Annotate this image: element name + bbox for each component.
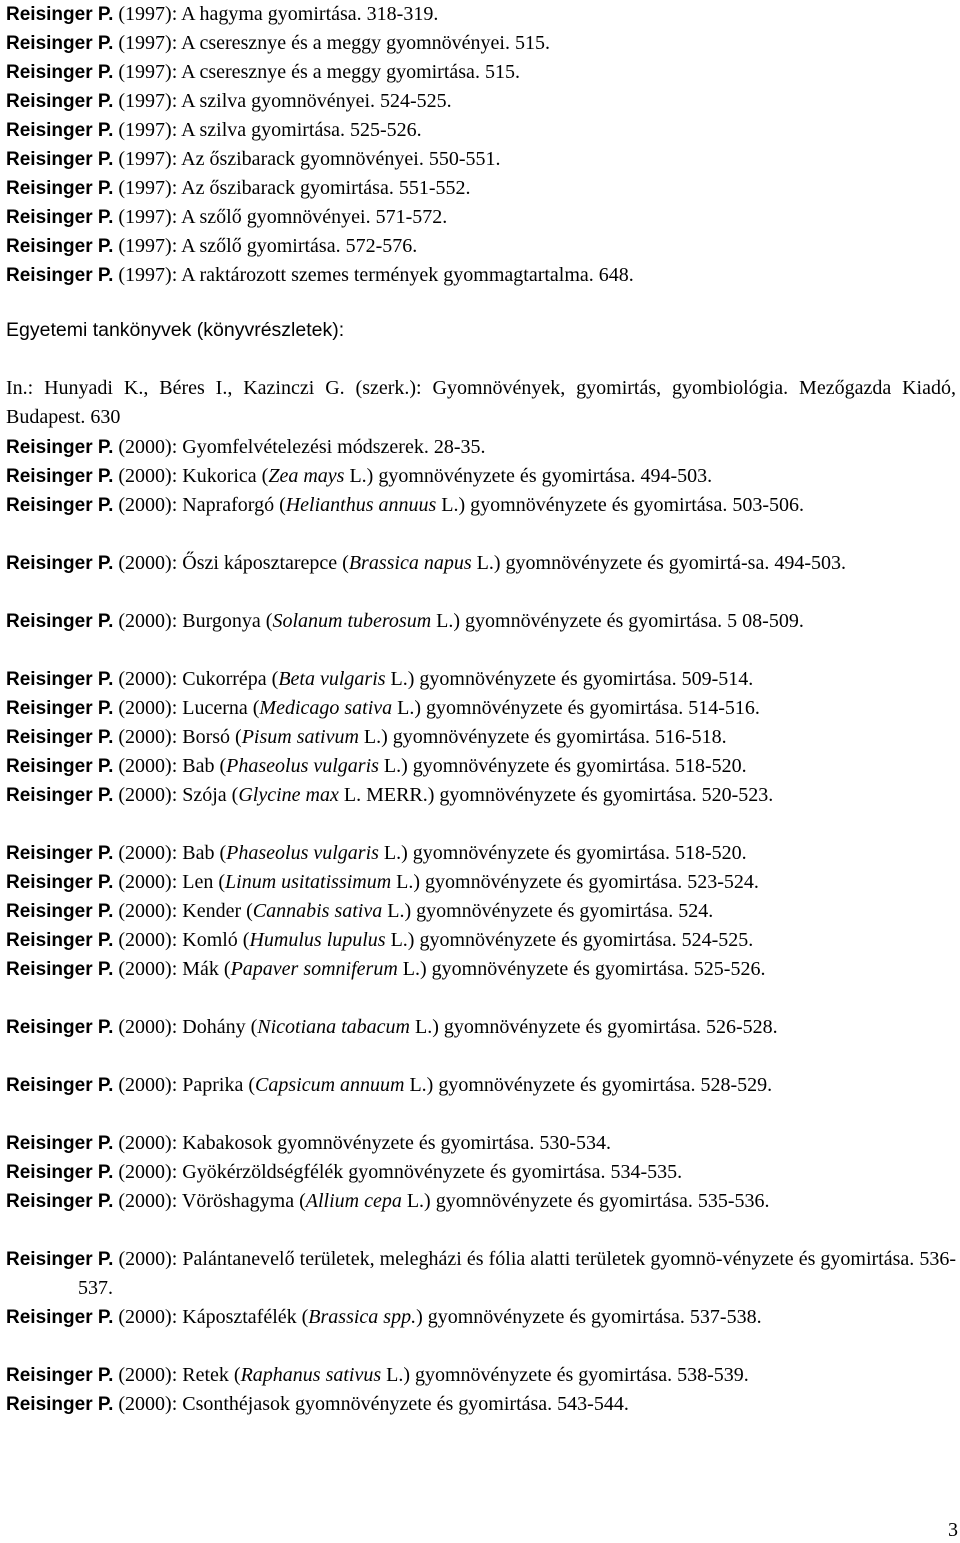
reference-entry	[6, 29, 956, 58]
reference-entry	[6, 1361, 956, 1390]
species-name: Papaver somniferum	[230, 958, 398, 980]
species-name: Solanum tuberosum	[272, 610, 432, 632]
reference-entry	[6, 203, 956, 232]
species-name: Phaseolus vulgaris	[226, 755, 379, 777]
reference-entry	[6, 1071, 956, 1100]
reference-text: L. MERR.) gyomnövényzete és gyomirtása. 520-523.	[338, 784, 774, 806]
reference-author: Reisinger P.	[6, 1191, 114, 1212]
reference-text: L.) gyomnövényzete és gyomirtása. 494-503.	[344, 465, 713, 487]
reference-author: Reisinger P.	[6, 33, 114, 54]
reference-text: (2000): Kukorica (	[113, 465, 269, 487]
reference-text: (2000): Gyomfelvételezési módszerek. 28-35.	[113, 436, 486, 458]
reference-author: Reisinger P.	[6, 466, 114, 487]
editors-line: In.: Hunyadi K., Béres I., Kazinczi G. (szerk.): Gyomnövények, gyomirtás, gyombiológia. Mezőgazda Kiadó, Budapest. 630	[6, 377, 956, 428]
reference-text: (2000): Bab (	[113, 842, 227, 864]
reference-entry	[6, 174, 956, 203]
reference-author: Reisinger P.	[6, 1017, 114, 1038]
reference-author: Reisinger P.	[6, 265, 114, 286]
reference-entry	[6, 1013, 956, 1042]
reference-text: L.) gyomnövényzete és gyomirtása. 535-536.	[401, 1190, 770, 1212]
reference-entry	[6, 1303, 956, 1332]
reference-text: (1997): Az őszibarack gyomirtása. 551-552.	[113, 177, 471, 199]
reference-entry	[6, 58, 956, 87]
reference-text: L.) gyomnövényzete és gyomirtása. 524.	[382, 900, 714, 922]
reference-text: (2000): Palántanevelő területek, melegházi és fólia alatti területek gyomnö-vényzete és gyomirtása. 536-537.	[78, 1248, 956, 1299]
reference-entry	[6, 839, 956, 868]
species-name: Zea mays	[268, 465, 345, 487]
reference-text: (1997): A cseresznye és a meggy gyomnövényei. 515.	[113, 32, 550, 54]
species-name: Medicago sativa	[259, 697, 393, 719]
reference-author: Reisinger P.	[6, 669, 114, 690]
reference-author: Reisinger P.	[6, 4, 114, 25]
reference-text: (2000): Csonthéjasok gyomnövényzete és gyomirtása. 543-544.	[113, 1393, 629, 1415]
reference-entry	[6, 491, 956, 520]
reference-text: (2000): Lucerna (	[113, 697, 260, 719]
reference-text: L.) gyomnövényzete és gyomirtása. 516-518.	[358, 726, 727, 748]
reference-author: Reisinger P.	[6, 120, 114, 141]
reference-text: L.) gyomnövényzete és gyomirtása. 526-528.	[410, 1016, 778, 1038]
reference-text: L.) gyomnövényzete és gyomirtása. 524-525.	[385, 929, 754, 951]
reference-text: L.) gyomnövényzete és gyomirtása. 514-516.	[392, 697, 760, 719]
reference-author: Reisinger P.	[6, 872, 114, 893]
species-name: Linum usitatissimum	[225, 871, 392, 893]
reference-text: (1997): Az őszibarack gyomnövényei. 550-551.	[113, 148, 501, 170]
reference-entry	[6, 232, 956, 261]
reference-text: (1997): A cseresznye és a meggy gyomirtása. 515.	[113, 61, 520, 83]
reference-entry	[6, 955, 956, 984]
reference-entry	[6, 1158, 956, 1187]
reference-entry	[6, 1245, 956, 1303]
reference-entry	[6, 723, 956, 752]
reference-text: L.) gyomnövényzete és gyomirtása. 538-539.	[381, 1364, 749, 1386]
reference-entry	[6, 145, 956, 174]
reference-text: (2000): Komló (	[113, 929, 250, 951]
reference-text: (1997): A szilva gyomnövényei. 524-525.	[113, 90, 452, 112]
species-name: Cannabis sativa	[252, 900, 383, 922]
reference-text: (2000): Őszi káposztarepce (	[113, 552, 349, 574]
reference-author: Reisinger P.	[6, 959, 114, 980]
reference-text: (1997): A raktározott szemes termények gyommagtartalma. 648.	[113, 264, 634, 286]
reference-entry	[6, 261, 956, 290]
reference-author: Reisinger P.	[6, 437, 114, 458]
page-number: 3	[948, 1519, 958, 1541]
reference-text: (2000): Burgonya (	[113, 610, 273, 632]
reference-author: Reisinger P.	[6, 1307, 114, 1328]
species-name: Nicotiana tabacum	[257, 1016, 410, 1038]
species-name: Brassica spp.	[308, 1306, 417, 1328]
reference-text: (2000): Borsó (	[113, 726, 242, 748]
reference-text: L.) gyomnövényzete és gyomirtása. 525-526.	[397, 958, 766, 980]
species-name: Helianthus annuus	[285, 494, 437, 516]
reference-entry	[6, 694, 956, 723]
reference-entry	[6, 87, 956, 116]
species-name: Allium cepa	[305, 1190, 402, 1212]
reference-author: Reisinger P.	[6, 91, 114, 112]
reference-entry	[6, 1129, 956, 1158]
reference-text: (2000): Kender (	[113, 900, 253, 922]
reference-text: (1997): A szőlő gyomirtása. 572-576.	[113, 235, 418, 257]
reference-author: Reisinger P.	[6, 930, 114, 951]
reference-text: (1997): A hagyma gyomirtása. 318-319.	[113, 3, 439, 25]
section-heading: Egyetemi tankönyvek (könyvrészletek):	[6, 319, 345, 341]
species-name: Raphanus sativus	[240, 1364, 382, 1386]
reference-text: (2000): Napraforgó (	[113, 494, 286, 516]
reference-text: (2000): Dohány (	[113, 1016, 258, 1038]
reference-author: Reisinger P.	[6, 1249, 114, 1270]
reference-author: Reisinger P.	[6, 1394, 114, 1415]
reference-author: Reisinger P.	[6, 1133, 114, 1154]
reference-text: L.) gyomnövényzete és gyomirtása. 528-529.	[404, 1074, 773, 1096]
reference-author: Reisinger P.	[6, 785, 114, 806]
reference-text: L.) gyomnövényzete és gyomirtása. 523-524.	[391, 871, 759, 893]
reference-author: Reisinger P.	[6, 843, 114, 864]
reference-text: (2000): Vöröshagyma (	[113, 1190, 306, 1212]
reference-text: L.) gyomnövényzete és gyomirtása. 5 08-509.	[431, 610, 804, 632]
reference-entry	[6, 665, 956, 694]
reference-entry	[6, 462, 956, 491]
species-name: Humulus lupulus	[249, 929, 386, 951]
reference-author: Reisinger P.	[6, 178, 114, 199]
reference-entry	[6, 433, 956, 462]
reference-author: Reisinger P.	[6, 207, 114, 228]
reference-entry	[6, 1187, 956, 1216]
reference-author: Reisinger P.	[6, 236, 114, 257]
species-name: Brassica napus	[348, 552, 472, 574]
reference-text: L.) gyomnövényzete és gyomirtása. 518-520.	[378, 842, 747, 864]
reference-author: Reisinger P.	[6, 1075, 114, 1096]
reference-text: L.) gyomnövényzete és gyomirtása. 518-520.	[378, 755, 747, 777]
reference-author: Reisinger P.	[6, 611, 114, 632]
reference-entry	[6, 926, 956, 955]
reference-author: Reisinger P.	[6, 756, 114, 777]
species-name: Beta vulgaris	[278, 668, 386, 690]
reference-text: L.) gyomnövényzete és gyomirtása. 509-514.	[385, 668, 754, 690]
reference-author: Reisinger P.	[6, 62, 114, 83]
reference-text: (2000): Mák (	[113, 958, 231, 980]
reference-entry	[6, 781, 956, 810]
reference-author: Reisinger P.	[6, 1365, 114, 1386]
reference-author: Reisinger P.	[6, 698, 114, 719]
species-name: Capsicum annuum	[255, 1074, 405, 1096]
species-name: Glycine max	[238, 784, 339, 806]
reference-entry	[6, 752, 956, 781]
reference-text: (2000): Cukorrépa (	[113, 668, 279, 690]
reference-text: ) gyomnövényzete és gyomirtása. 537-538.	[416, 1306, 762, 1328]
reference-text: (2000): Retek (	[113, 1364, 241, 1386]
reference-text: (2000): Bab (	[113, 755, 227, 777]
reference-entry	[6, 607, 956, 636]
reference-author: Reisinger P.	[6, 553, 114, 574]
species-name: Phaseolus vulgaris	[226, 842, 379, 864]
reference-author: Reisinger P.	[6, 901, 114, 922]
reference-text: (2000): Kabakosok gyomnövényzete és gyomirtása. 530-534.	[113, 1132, 612, 1154]
reference-text: (2000): Gyökérzöldségfélék gyomnövényzete és gyomirtása. 534-535.	[113, 1161, 683, 1183]
reference-entry	[6, 0, 956, 29]
reference-entry	[6, 897, 956, 926]
reference-text: (2000): Paprika (	[113, 1074, 256, 1096]
reference-text: (1997): A szőlő gyomnövényei. 571-572.	[113, 206, 448, 228]
reference-text: (1997): A szilva gyomirtása. 525-526.	[113, 119, 422, 141]
reference-author: Reisinger P.	[6, 1162, 114, 1183]
reference-entry	[6, 1390, 956, 1419]
reference-author: Reisinger P.	[6, 727, 114, 748]
species-name: Pisum sativum	[241, 726, 359, 748]
reference-entry	[6, 549, 956, 578]
reference-entry	[6, 116, 956, 145]
reference-author: Reisinger P.	[6, 495, 114, 516]
reference-text: (2000): Szója (	[113, 784, 239, 806]
reference-entry	[6, 868, 956, 897]
reference-author: Reisinger P.	[6, 149, 114, 170]
reference-text: L.) gyomnövényzete és gyomirtá-sa. 494-503.	[471, 552, 846, 574]
reference-text: (2000): Len (	[113, 871, 226, 893]
reference-text: L.) gyomnövényzete és gyomirtása. 503-506.	[436, 494, 804, 516]
reference-text: (2000): Káposztafélék (	[113, 1306, 309, 1328]
